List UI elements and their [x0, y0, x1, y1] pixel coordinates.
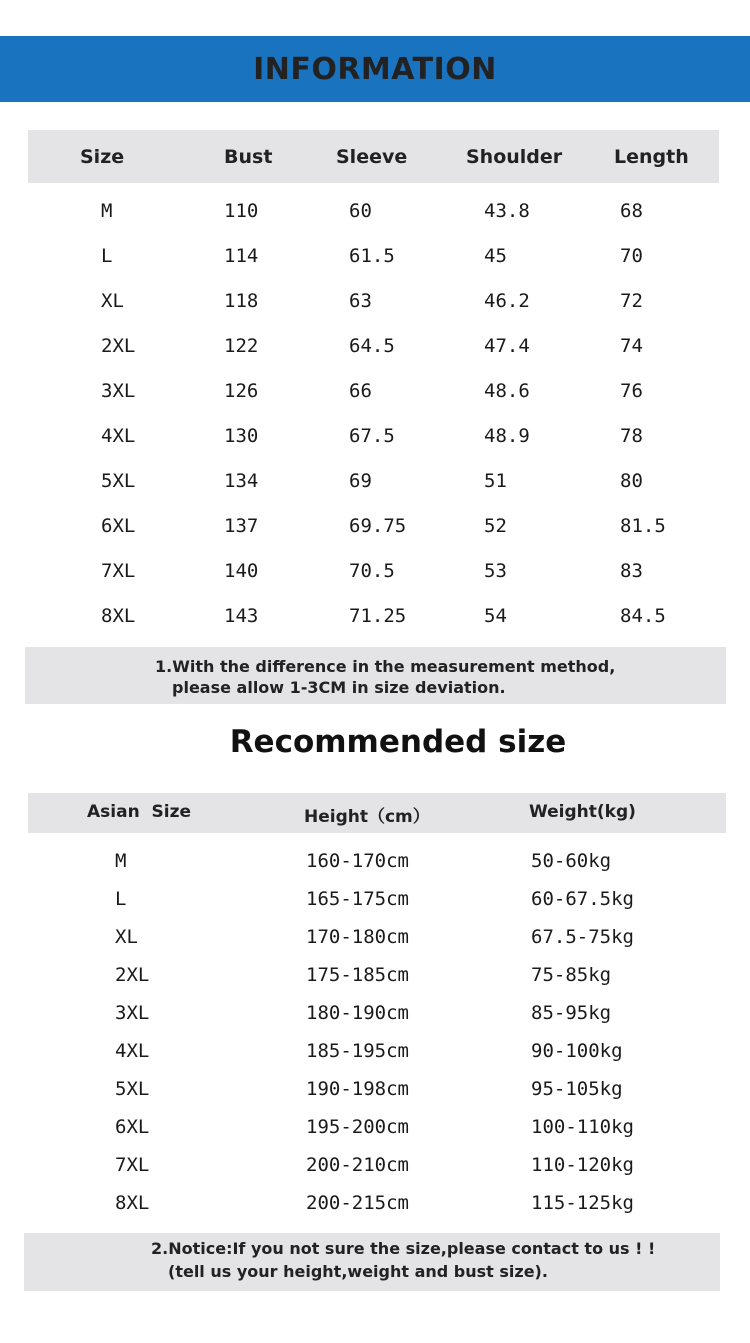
size-cell: 72 — [620, 290, 643, 312]
size-cell: 64.5 — [349, 335, 395, 357]
recommended-cell: 115-125kg — [531, 1192, 634, 1214]
size-cell: XL — [101, 290, 124, 312]
size-cell: 140 — [224, 560, 259, 582]
size-cell: 54 — [484, 605, 507, 627]
recommended-cell: XL — [115, 926, 138, 948]
recommended-cell: 185-195cm — [306, 1040, 409, 1062]
size-cell: 74 — [620, 335, 643, 357]
size-cell: M — [101, 200, 113, 222]
size-cell: 53 — [484, 560, 507, 582]
size-cell: 143 — [224, 605, 259, 627]
recommended-cell: 175-185cm — [306, 964, 409, 986]
size-cell: 60 — [349, 200, 372, 222]
size-cell: 51 — [484, 470, 507, 492]
recommended-header-2: Weight(kg) — [529, 802, 636, 822]
size-cell: 118 — [224, 290, 259, 312]
size-cell: 67.5 — [349, 425, 395, 447]
size-cell: 134 — [224, 470, 259, 492]
note-line-1: 1.With the difference in the measurement method, — [155, 657, 616, 676]
recommended-header-0: Asian Size — [87, 802, 192, 822]
size-cell: 8XL — [101, 605, 136, 627]
size-cell: 70 — [620, 245, 643, 267]
recommended-cell: 4XL — [115, 1040, 150, 1062]
size-cell: 84.5 — [620, 605, 666, 627]
size-header-1: Bust — [224, 146, 273, 168]
size-cell: 52 — [484, 515, 507, 537]
recommended-cell: 90-100kg — [531, 1040, 623, 1062]
recommended-cell: 165-175cm — [306, 888, 409, 910]
size-cell: 126 — [224, 380, 259, 402]
banner-title: INFORMATION — [253, 52, 497, 87]
size-cell: 5XL — [101, 470, 136, 492]
recommended-cell: 7XL — [115, 1154, 150, 1176]
recommended-cell: 6XL — [115, 1116, 150, 1138]
note-line-2: please allow 1-3CM in size deviation. — [172, 678, 506, 697]
size-cell: 130 — [224, 425, 259, 447]
recommended-cell: 95-105kg — [531, 1078, 623, 1100]
size-header-4: Length — [614, 146, 689, 168]
size-header-2: Sleeve — [336, 146, 408, 168]
size-cell: 70.5 — [349, 560, 395, 582]
recommended-cell: 60-67.5kg — [531, 888, 634, 910]
size-cell: 45 — [484, 245, 507, 267]
recommended-cell: 67.5-75kg — [531, 926, 634, 948]
recommended-cell: 75-85kg — [531, 964, 612, 986]
size-cell: 48.6 — [484, 380, 530, 402]
size-cell: 137 — [224, 515, 259, 537]
size-cell: 122 — [224, 335, 259, 357]
recommended-cell: 8XL — [115, 1192, 150, 1214]
size-cell: 110 — [224, 200, 259, 222]
recommended-cell: 200-210cm — [306, 1154, 409, 1176]
size-cell: 46.2 — [484, 290, 530, 312]
size-header-3: Shoulder — [466, 146, 563, 168]
recommended-cell: 5XL — [115, 1078, 150, 1100]
size-cell: 63 — [349, 290, 372, 312]
size-cell: 3XL — [101, 380, 136, 402]
size-cell: 47.4 — [484, 335, 530, 357]
recommended-cell: 160-170cm — [306, 850, 409, 872]
recommended-cell: 100-110kg — [531, 1116, 634, 1138]
size-cell: 2XL — [101, 335, 136, 357]
recommended-cell: 110-120kg — [531, 1154, 634, 1176]
size-cell: 80 — [620, 470, 643, 492]
notice-line-2: (tell us your height,weight and bust size). — [168, 1262, 548, 1281]
recommended-cell: 2XL — [115, 964, 150, 986]
recommended-cell: 170-180cm — [306, 926, 409, 948]
size-cell: 66 — [349, 380, 372, 402]
size-cell: 83 — [620, 560, 643, 582]
size-cell: 81.5 — [620, 515, 666, 537]
recommended-cell: 180-190cm — [306, 1002, 409, 1024]
recommended-cell: 85-95kg — [531, 1002, 612, 1024]
notice-note — [24, 1233, 720, 1291]
recommended-cell: 3XL — [115, 1002, 150, 1024]
size-cell: 6XL — [101, 515, 136, 537]
recommended-cell: L — [115, 888, 127, 910]
recommended-cell: M — [115, 850, 127, 872]
size-cell: L — [101, 245, 113, 267]
size-cell: 48.9 — [484, 425, 530, 447]
recommended-header-1: Height（cm） — [304, 807, 430, 827]
measurement-note — [25, 647, 726, 704]
size-cell: 114 — [224, 245, 259, 267]
recommended-cell: 200-215cm — [306, 1192, 409, 1214]
size-cell: 69.75 — [349, 515, 407, 537]
size-cell: 43.8 — [484, 200, 530, 222]
size-header-0: Size — [80, 146, 125, 168]
recommended-cell: 190-198cm — [306, 1078, 409, 1100]
size-cell: 68 — [620, 200, 643, 222]
recommended-cell: 50-60kg — [531, 850, 612, 872]
size-cell: 7XL — [101, 560, 136, 582]
recommended-cell: 195-200cm — [306, 1116, 409, 1138]
size-cell: 4XL — [101, 425, 136, 447]
size-cell: 78 — [620, 425, 643, 447]
size-cell: 61.5 — [349, 245, 395, 267]
size-cell: 69 — [349, 470, 372, 492]
recommended-size-title: Recommended size — [229, 724, 567, 760]
size-cell: 76 — [620, 380, 643, 402]
size-cell: 71.25 — [349, 605, 407, 627]
notice-line-1: 2.Notice:If you not sure the size,please contact to us ! ! — [151, 1239, 656, 1258]
header-banner — [0, 36, 750, 102]
